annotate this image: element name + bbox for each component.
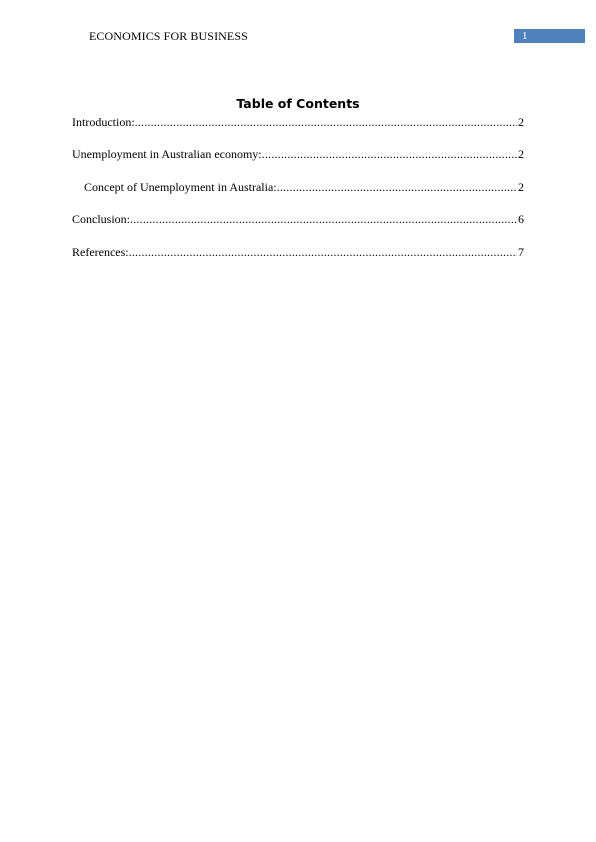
toc-entry-page: 7 — [518, 245, 524, 259]
toc-title: Table of Contents — [236, 96, 360, 111]
running-title: ECONOMICS FOR BUSINESS — [89, 29, 248, 43]
page-number: 1 — [522, 30, 528, 42]
toc-entry-references[interactable] — [72, 244, 524, 260]
toc-entry-introduction[interactable] — [72, 114, 524, 130]
toc-entry-label: Introduction: — [72, 115, 135, 129]
toc-entry-page: 2 — [518, 180, 524, 194]
page-number-badge — [514, 29, 585, 43]
toc-dot-leader — [135, 114, 517, 130]
toc-entry-label: Conclusion: — [72, 212, 131, 226]
toc-entry-label: Concept of Unemployment in Australia: — [84, 180, 277, 194]
toc-entry-label: Unemployment in Australian economy: — [72, 147, 262, 161]
toc-entry-label: References: — [72, 245, 129, 259]
toc-entry-unemployment-australian-economy[interactable] — [72, 146, 524, 162]
toc-dot-leader — [129, 244, 517, 260]
toc-entry-page: 6 — [518, 212, 524, 226]
toc-entry-concept-unemployment[interactable] — [84, 179, 524, 195]
toc-entry-page: 2 — [518, 115, 524, 129]
toc-dot-leader — [262, 146, 517, 162]
toc-dot-leader — [277, 179, 517, 195]
toc-entry-conclusion[interactable] — [72, 211, 524, 227]
toc-entry-page: 2 — [518, 147, 524, 161]
page-header — [0, 29, 596, 45]
toc-dot-leader — [130, 211, 517, 227]
